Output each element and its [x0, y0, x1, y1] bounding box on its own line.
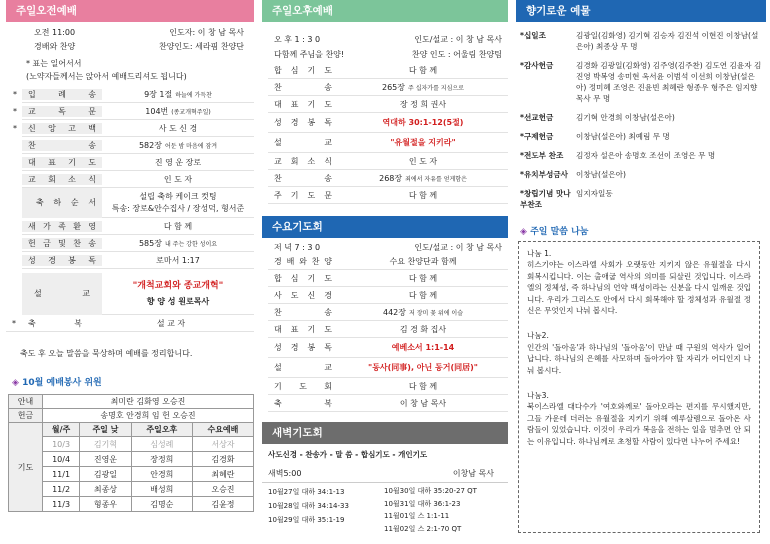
wednesday-item-row [268, 321, 508, 338]
afternoon-item-value-note: 주 십자가를 지심으로 [408, 84, 464, 92]
service-row [9, 467, 254, 482]
morning-item2-row [22, 252, 254, 269]
offering-value: 이창남(설은아) 최예림 무 명 [576, 132, 670, 141]
offering-value: 김광일(김화영) 김기혁 김승자 김진석 이현진 이창남(설은아) 최종상 무 명 [576, 31, 759, 51]
morning-item-label: 입 례 송 [22, 89, 102, 100]
afternoon-item-label: 합 심 기 도 [274, 65, 332, 75]
offering-row [520, 150, 762, 161]
afternoon-item-label: 설 교 [274, 138, 332, 147]
service-cell: 11/1 [43, 467, 80, 482]
morning-item-star: * [13, 89, 17, 99]
afternoon-item-value [338, 99, 508, 110]
wednesday-item-row [268, 304, 508, 321]
wednesday-item-value-text: 442장 [383, 307, 406, 317]
afternoon-item-value [338, 82, 508, 93]
morning-item2-row [22, 218, 254, 235]
wednesday-item-value-text: 김 경 화 집사 [399, 324, 447, 334]
morning-item-row [13, 86, 254, 103]
morning-item2-value [102, 238, 254, 249]
service-row [9, 482, 254, 497]
afternoon-item-value [338, 117, 508, 128]
wednesday-item-row [268, 358, 508, 378]
service-table: 안내 최미란 김화영 오승진 헌금 송명호 안경희 임 헌 오승진 기도 월/주 주일 낮 주일오후 수요예배 10/3 김기혁 심성례 서상자 10/4 진영운 장정희 김경화 11/1 김광일 안경희 최혜란 11/2 최종상 배성희 오승진 11/3 형종우 김명순 김윤정 [8, 394, 254, 512]
service-header-cell: 월/주 [43, 423, 80, 437]
morning-item2-row [22, 235, 254, 252]
wednesday-item-value-text: 다 함 께 [408, 273, 438, 283]
sharing-paragraph-3: 북이스라엘 대다수가 '여호와께로' 돌아오라는 편지를 무시했지만, 그들 가운데 더러는 유월절을 지키기 위해 예루살렘으로 돌아온 사람들이 있었습니다. 이것이 우리가 복음을 전하는 일을 멈추면 안 되는 이유입니다. 하나님께로 초청할 사람이 있다면 나누어 주세요! [527, 402, 751, 446]
morning-item-value-note: (종교개혁주일) [171, 108, 211, 116]
wednesday-item-value-text: 예베소서 1:1-14 [391, 343, 455, 352]
morning-item2-value [102, 255, 254, 266]
wednesday-item-value [338, 256, 508, 267]
wednesday-item-label: 사 도 신 경 [274, 290, 332, 300]
morning-sermon-row: 설 교 "개척교회와 종교개혁" 향 양 성 원로목사 [22, 273, 254, 315]
service-cell: 11/3 [43, 497, 80, 512]
service-cell: 최종상 [80, 482, 132, 497]
afternoon-item-row [268, 79, 508, 96]
morning-item-value-note: 하늘에 가득찬 [175, 91, 212, 99]
service-row [9, 497, 254, 512]
afternoon-item-value-text: 다 함 께 [408, 190, 438, 200]
service-cell: 10/4 [43, 452, 80, 467]
morning-item-value [102, 106, 254, 117]
afternoon-item-value-text: 268장 [379, 173, 403, 183]
afternoon-header: 주일오후예배 [262, 0, 508, 22]
offering-column [516, 0, 766, 533]
wednesday-item-label: 축 복 [274, 398, 332, 408]
offering-row [520, 169, 762, 180]
wednesday-item-value [338, 307, 508, 318]
morning-item2-value [102, 221, 254, 232]
wednesday-item-label: 설 교 [274, 363, 332, 372]
offering-label: *유치부성금사 [520, 170, 568, 179]
wednesday-item-row [268, 338, 508, 358]
benediction-row: * 축 복 설 교 자 [6, 315, 254, 332]
morning-item-label: 교 독 문 [22, 106, 102, 117]
morning-item2-label: 새 가 족 환 영 [22, 221, 102, 232]
celebration-row: 축 하 순 서 설립 축하 케이크 컷팅 특송: 장로&안수집사 / 장성덕, 형서준 [22, 188, 254, 218]
offering-label: *창립기념 맛나부찬조 [520, 189, 571, 209]
service-cell: 최혜란 [192, 467, 253, 482]
wednesday-item-label: 성 경 봉 독 [274, 343, 332, 352]
afternoon-praise: 다함께 주님을 찬양! [274, 50, 345, 59]
afternoon-item-label: 찬 송 [274, 82, 332, 92]
service-cell: 안경희 [131, 467, 192, 482]
morning-note-sub: (노약자들께서는 앉아서 예배드리셔도 됩니다) [26, 72, 187, 81]
morning-item-row [22, 171, 254, 188]
service-header-cell: 주일 낮 [80, 423, 132, 437]
dawn-reading: 10월29일 대하 35:1-19 [268, 516, 345, 524]
afternoon-item-row [268, 96, 508, 113]
wednesday-item-label: 합 심 기 도 [274, 273, 332, 283]
morning-leader: 인도자: 이 창 남 목사 [169, 28, 244, 37]
afternoon-item-value-text: 인 도 자 [408, 156, 438, 166]
offering-label: *구제헌금 [520, 132, 554, 141]
diamond-icon: ◈ [520, 227, 527, 237]
morning-item2-value-text: 로마서 1:17 [156, 255, 200, 265]
morning-item-star: * [13, 106, 17, 116]
diamond-icon: ◈ [12, 378, 19, 388]
afternoon-item-label: 성 경 봉 독 [274, 118, 332, 127]
morning-item-star: * [13, 123, 17, 133]
offering-value: 이창남(설은아) [576, 170, 626, 179]
dawn-place: 이창남 목사 [452, 469, 494, 478]
service-cell: 심성례 [131, 437, 192, 452]
afternoon-item-value [338, 65, 508, 76]
wednesday-item-value [338, 290, 508, 301]
dawn-reading: 10월30일 대하 35:20-27 QT [384, 487, 477, 495]
afternoon-praise-leader: 찬양 인도 : 어울림 찬양팀 [411, 50, 502, 59]
wednesday-header: 수요기도회 [262, 216, 508, 238]
service-header-cell: 수요예배 [192, 423, 253, 437]
service-header-cell: 주일오후 [131, 423, 192, 437]
offering-label: *감사헌금 [520, 61, 554, 70]
wednesday-item-value-text: "동사(同事), 아닌 동거(同居)" [368, 363, 478, 372]
afternoon-item-row [268, 187, 508, 204]
offering-row [520, 30, 762, 52]
wednesday-item-value [338, 342, 508, 353]
morning-item-value-text: 104번 [145, 106, 169, 116]
morning-item-label: 찬 송 [22, 140, 102, 151]
offering-value: 임지자일동 [576, 189, 613, 198]
wednesday-item-label: 기 도 회 [274, 381, 332, 391]
dawn-reading: 11월02일 스 2:1-70 QT [384, 524, 462, 533]
afternoon-item-value [338, 137, 508, 148]
sharing-paragraph-1: 히스기야는 이스라엘 사회가 오랫동안 지키지 않은 유월절을 다시 회복시킵니다. 이는 출애굽 역사의 의미를 되살린 것입니다. 이스라엘의 정체성, 즉 하나님의 언약 백성이라는 신분을 다시 일깨운 것입니다. 우리가 그리스도 안에서 다시 회복해야 할 정체성과 유월절 정신은 무엇인지 나눠 봅시다. [527, 260, 751, 316]
afternoon-item-value-text: 장 정 희 권사 [399, 99, 447, 109]
service-cell: 김광일 [80, 467, 132, 482]
afternoon-item-row [268, 133, 508, 153]
morning-item-label: 교 회 소 식 [22, 174, 102, 185]
service-cell: 배성희 [131, 482, 192, 497]
service-cell: 김명순 [131, 497, 192, 512]
service-cell: 서상자 [192, 437, 253, 452]
dawn-time: 새벽5:00 [268, 469, 302, 478]
morning-item-value [102, 157, 254, 168]
wednesday-item-value [338, 398, 508, 409]
afternoon-item-value [338, 190, 508, 201]
afternoon-item-row [268, 153, 508, 170]
offering-value: 김기혁 안경희 이창남(설은아) [576, 113, 675, 122]
wednesday-item-label: 경 배 와 찬 양 [274, 256, 332, 266]
afternoon-item-value [338, 173, 508, 184]
wednesday-item-label: 대 표 기 도 [274, 324, 332, 334]
afternoon-item-label: 주 기 도 문 [274, 190, 332, 200]
wednesday-item-value-note: 저 장미 꽃 위에 이슬 [409, 309, 463, 317]
wednesday-item-row [268, 253, 508, 270]
morning-item-value-text: 582장 [138, 140, 162, 150]
wednesday-item-value-text: 수요 찬양단과 함께 [389, 256, 457, 266]
afternoon-item-label: 대 표 기 도 [274, 99, 332, 109]
morning-note: * 표는 일어서서 [26, 59, 82, 68]
wednesday-item-row [268, 378, 508, 395]
offering-row [520, 131, 762, 142]
afternoon-item-label: 찬 송 [274, 173, 332, 183]
wednesday-item-value [338, 273, 508, 284]
afternoon-leader: 인도/설교 : 이 창 남 목사 [414, 35, 502, 44]
afternoon-item-row [268, 170, 508, 187]
dawn-reading: 11월01일 스 1:1-11 [384, 512, 450, 520]
afternoon-item-label: 교 회 소 식 [274, 156, 332, 166]
afternoon-item-value-text: 265장 [382, 82, 405, 92]
service-row [9, 452, 254, 467]
service-cell: 김기혁 [80, 437, 132, 452]
offering-label: *십일조 [520, 31, 546, 40]
morning-header: 주일오전예배 [6, 0, 254, 22]
sharing-paragraph-2: 인간의 '돌아옴'과 하나님의 '돌아옴'이 만날 때 구원의 역사가 일어납니다. 하나님의 은혜를 사모하며 돌아가야 할 자리가 어디인지 나눠 봅시다. [527, 342, 751, 375]
wednesday-item-value-text: 다 함 께 [408, 381, 438, 391]
offering-row [520, 112, 762, 123]
dawn-reading: 10월31일 대하 36:1-23 [384, 499, 461, 508]
afternoon-item-row [268, 62, 508, 79]
morning-item-value [102, 89, 254, 100]
morning-item-row [13, 120, 254, 137]
morning-time: 오전 11:00 [34, 28, 76, 37]
morning-preacher: 향 양 성 원로목사 [146, 296, 210, 306]
offering-value: 김경화 김광일(김화영) 김주영(김주찬) 김도연 김윤자 김진영 박복영 송미현 옥서윤 이범석 이선희 이창남(설은아) 정미혜 조영은 진윤빈 최혜란 형종우 형주은 임지향목사 무 명 [576, 61, 762, 103]
morning-item-value-note: 어둔 밤 마음에 잠겨 [164, 142, 218, 150]
service-cell: 오승진 [192, 482, 253, 497]
wednesday-item-value [338, 362, 508, 373]
dawn-reading: 10월28일 대하 34:14-33 [268, 502, 349, 510]
dawn-schedule [262, 482, 508, 535]
service-row [9, 437, 254, 452]
wednesday-item-value [338, 381, 508, 392]
service-cell: 11/2 [43, 482, 80, 497]
morning-column [6, 0, 254, 512]
morning-item-value-text: 진 영 운 장로 [154, 157, 202, 167]
morning-item-value-text: 9장 1절 [144, 89, 173, 99]
offering-label: *전도부 찬조 [520, 151, 564, 160]
wednesday-leader: 인도/설교 : 이 창 남 목사 [414, 243, 502, 252]
service-cell: 김경화 [192, 452, 253, 467]
morning-item-value [102, 140, 254, 151]
service-cell: 김윤정 [192, 497, 253, 512]
wednesday-item-value-text: 이 창 남 목사 [399, 398, 447, 408]
morning-item-row [13, 103, 254, 120]
dawn-header: 새벽기도회 [262, 422, 508, 444]
afternoon-column [262, 0, 508, 535]
afternoon-item-value-text: "유월절을 지키라" [390, 138, 456, 147]
morning-item-row [22, 154, 254, 171]
dawn-order: 사도신경 - 찬송가 - 말 씀 - 합심기도 - 개인기도 [268, 450, 428, 459]
wednesday-item-label: 찬 송 [274, 307, 332, 317]
morning-item2-label: 헌 금 및 찬 송 [22, 238, 102, 249]
afternoon-time: 오 후 1 : 3 0 [274, 35, 321, 44]
afternoon-item-value-note: 죄에서 자유를 얻게함은 [405, 175, 467, 183]
service-title: ◈ 10월 예배봉사 위원 [12, 378, 102, 388]
afternoon-item-row [268, 113, 508, 133]
morning-item2-label: 성 경 봉 독 [22, 255, 102, 266]
morning-item2-value-text: 다 함 께 [163, 221, 193, 231]
offering-header: 향기로운 예물 [516, 0, 766, 22]
wednesday-item-row [268, 270, 508, 287]
service-cell: 장정희 [131, 452, 192, 467]
service-header-row [9, 423, 254, 437]
morning-item-label: 신 앙 고 백 [22, 123, 102, 134]
wednesday-item-row [268, 395, 508, 412]
morning-item2-value-text: 585장 [138, 238, 162, 248]
sharing-box: 나눔 1. 히스기야는 이스라엘 사회가 오랫동안 지키지 않은 유월절을 다시 회복시킵니다. 이는 출애굽 역사의 의미를 되살린 것입니다. 이스라엘의 정체성, 즉 하나님의 언약 백성이라는 신분을 다시 일깨운 것입니다. 우리가 그리스도 안에서 다시 회복해야 할 정체성과 유월절 정신은 무엇인지 나눠 봅시다. 나눔2. 인간의 '돌아옴'과 하나님의 '돌아옴'이 만날 때 구원의 역사가 일어납니다. 하나님의 은혜를 사모하며 돌아가야 할 자리가 어디인지 나눠 봅시다. 나눔3. 북이스라엘 대다수가 '여호와께로' 돌아오라는 편지를 무시했지만, 그들 가운데 더러는 유월절을 지키기 위해 예루살렘으로 돌아온 사람들이 있었습니다. 이것이 우리가 복음을 전하는 일을 멈추면 안 되는 이유입니다. 하나님께로 초청할 사람이 있다면 나누어 주세요! [518, 241, 760, 533]
wednesday-item-row [268, 287, 508, 304]
morning-item-value [102, 123, 254, 134]
offering-row [520, 60, 762, 104]
dawn-reading: 10월27일 대하 34:1-13 [268, 488, 345, 496]
wednesday-item-value-text: 다 함 께 [408, 290, 438, 300]
morning-praise-leader: 찬양인도: 세라핌 찬양단 [158, 42, 244, 51]
afternoon-item-value [338, 156, 508, 167]
sharing-title: ◈ 주일 말씀 나눔 [520, 227, 589, 237]
morning-item-value [102, 174, 254, 185]
morning-item2-value-note: 내 주는 강한 성이요 [164, 240, 218, 248]
service-cell: 10/3 [43, 437, 80, 452]
morning-item-value-text: 사 도 신 경 [158, 123, 198, 133]
wednesday-time: 저 녁 7 : 3 0 [274, 243, 321, 252]
morning-closing: 축도 후 오늘 말씀을 묵상하며 예배를 정리합니다. [20, 349, 193, 358]
offering-value: 김정자 설은아 송명호 조선이 조영은 무 명 [576, 151, 716, 160]
service-prayer-label: 기도 [9, 423, 43, 512]
morning-praise: 경배와 찬양 [34, 42, 76, 51]
offering-row [520, 188, 762, 210]
service-cell: 형종우 [80, 497, 132, 512]
wednesday-item-value [338, 324, 508, 335]
service-cell: 진영운 [80, 452, 132, 467]
morning-item-label: 대 표 기 도 [22, 157, 102, 168]
morning-sermon-title: "개척교회와 종교개혁" [132, 280, 224, 291]
offering-label: *선교헌금 [520, 113, 554, 122]
afternoon-item-value-text: 다 함 께 [408, 65, 438, 75]
afternoon-item-value-text: 역대하 30:1-12(5절) [382, 118, 464, 127]
morning-item-value-text: 인 도 자 [163, 174, 193, 184]
morning-item-row [22, 137, 254, 154]
